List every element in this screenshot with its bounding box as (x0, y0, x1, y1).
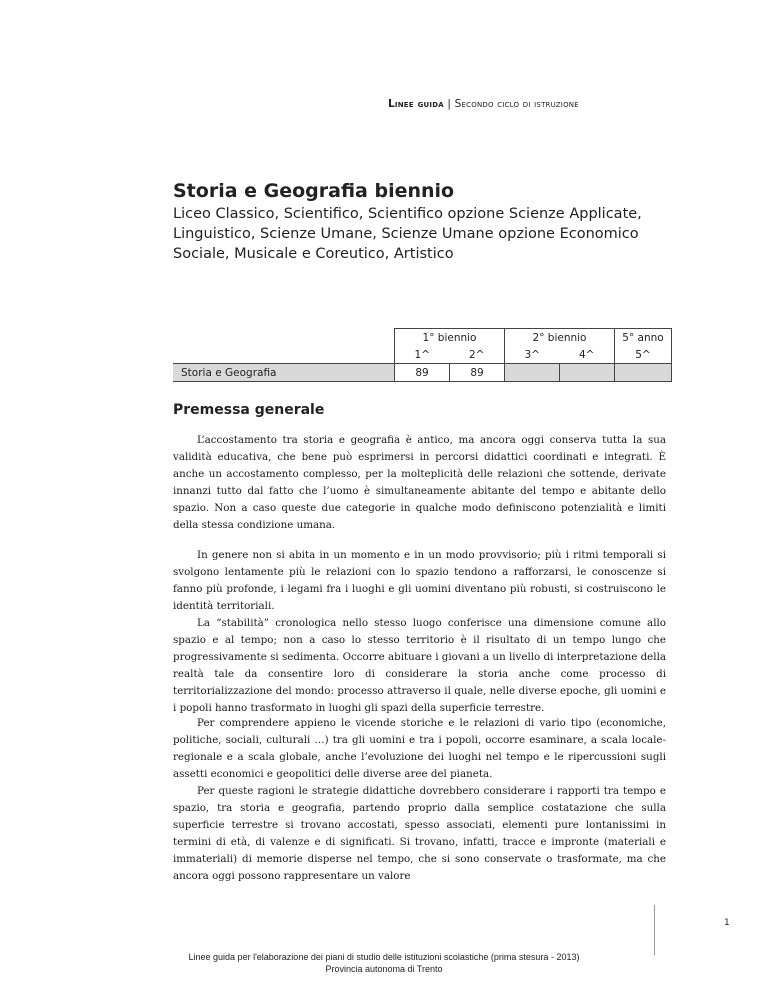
table-year-row (173, 346, 672, 364)
year-cell: 2^ (450, 346, 505, 364)
footer-line: Linee guida per l'elaborazione dei piani di studio delle istituzioni scolastiche (prima stesura - 2013) (188, 952, 580, 962)
page-subtitle: Liceo Classico, Scientifico, Scientifico opzione Scienze Applicate, Linguistico, Scienze Umane, Scienze Umane opzione Economico Sociale, Musicale e Coreutico, Artistico (173, 206, 642, 262)
paragraph: In genere non si abita in un momento e in un modo provvisorio; più i ritmi temporali si svolgono lentamente più le relazioni con lo spazio tendono a rafforzarsi, le conoscenze si fanno più profonde, i legami fra i luoghi e gli uomini diventano più robusti, si costruiscono le identità territoriali. (173, 549, 666, 612)
value-cell: 89 (395, 364, 450, 382)
paragraph: L’accostamento tra storia e geografia è antico, ma ancora oggi conserva tutta la sua validità educativa, che bene può esprimersi in percorsi didattici coordinati e integrati. È anche un accostamento complesso, per la molteplicità delle relazioni che sottende, derivate innanzi tutto dal fatto che l’uomo è simultaneamente abitante del tempo e abitante dello spazio. Non a caso queste due categorie in qualche modo definiscono potenzialità e limiti della stessa condizione umana. (173, 434, 666, 531)
header-series: Linee guida (388, 98, 444, 110)
page-title: Storia e Geografia biennio (173, 180, 455, 202)
table-group-row (173, 329, 672, 347)
paragraph: La “stabilità” cronologica nello stesso luogo conferisce una dimensione comune allo spazio e al tempo; non a caso lo stesso territorio è il risultato di un tempo lungo che progressivamente si sedimenta. Occorre abituare i giovani a un livello di interpretazione della realtà tale da consentire loro di considerare la storia anche come processo di territorializzazione del mondo: processo attraverso il quale, nelle diverse epoche, gli uomini e i popoli hanno trasformato in luoghi gli spazi della superficie terrestre. (173, 617, 666, 714)
paragraph-block (173, 432, 666, 534)
group-first-biennium: 1° biennio (395, 329, 505, 347)
table-corner-bottom (173, 346, 395, 364)
page-footer (0, 951, 768, 975)
table-row (173, 364, 672, 382)
footer-line: Provincia autonoma di Trento (325, 964, 443, 974)
year-cell: 3^ (505, 346, 560, 364)
group-second-biennium: 2° biennio (505, 329, 615, 347)
section-heading: Premessa generale (173, 402, 325, 418)
group-fifth-year: 5° anno (615, 329, 672, 347)
page-number-rule (654, 905, 655, 955)
paragraph-block (173, 715, 666, 885)
table-corner (173, 329, 395, 347)
value-cell (615, 364, 672, 382)
paragraph: Per comprendere appieno le vicende storiche e le relazioni di vario tipo (economiche, politiche, sociali, culturali …) tra gli uomini e tra i popoli, occorre esaminare, a scala locale-regionale e a scala globale, anche l’evoluzione dei luoghi nel tempo e le ripercussioni sugli assetti economici e geopolitici delle diverse aree del pianeta. (173, 717, 666, 780)
year-cell: 1^ (395, 346, 450, 364)
value-cell (560, 364, 615, 382)
running-header (388, 98, 579, 110)
value-cell: 89 (450, 364, 505, 382)
year-cell: 4^ (560, 346, 615, 364)
page-number: 1 (724, 918, 730, 928)
hours-table (173, 328, 672, 382)
row-label: Storia e Geografia (173, 364, 395, 382)
header-separator: | (443, 98, 455, 110)
paragraph-block (173, 547, 666, 717)
paragraph: Per queste ragioni le strategie didattiche dovrebbero considerare i rapporti tra tempo e spazio, tra storia e geografia, partendo proprio dalla semplice costatazione che sulla superficie terrestre si trovano accostati, spesso associati, elementi pure lontanissimi in termini di età, di valenze e di significati. Si trovano, infatti, tracce e impronte (materiali e immateriali) di memorie disperse nel tempo, che si sono conservate o trasformate, ma che ancora oggi possono rappresentare un valore (173, 785, 666, 882)
year-cell: 5^ (615, 346, 672, 364)
value-cell (505, 364, 560, 382)
header-cycle: Secondo ciclo di istruzione (454, 98, 579, 110)
